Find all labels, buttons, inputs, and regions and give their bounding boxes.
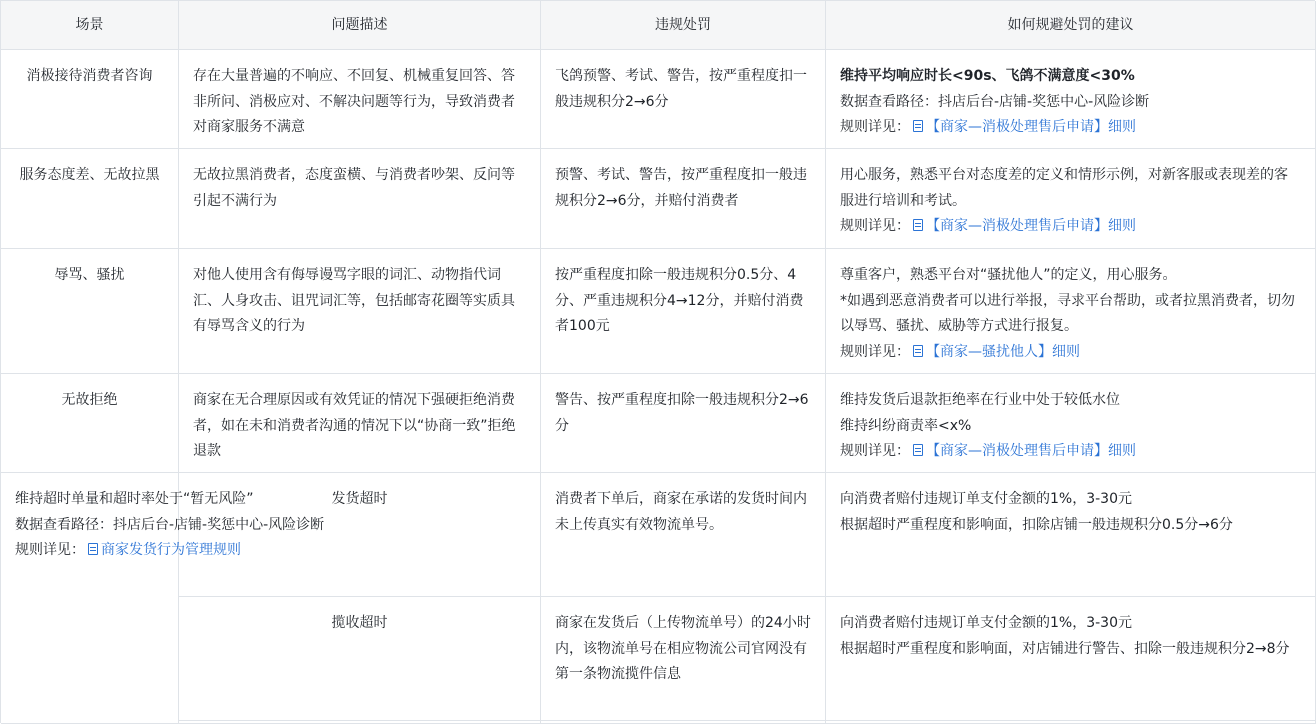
penalty-cell-poor-attitude: 预警、考试、警告，按严重程度扣一般违规积分2→6分，并赔付消费者: [541, 149, 826, 249]
advice-rule-detail: [840, 115, 1301, 141]
description-cell-poor-attitude: 无故拉黑消费者，态度蛮横、与消费者吵架、反问等引起不满行为: [179, 149, 541, 249]
rule-detail-prefix: 规则详见：: [840, 343, 910, 360]
penalty-cell-unreasonable-refusal: 警告、按严重程度扣除一般违规积分2→6分: [541, 374, 826, 473]
rule-detail-prefix: 规则详见：: [840, 443, 910, 459]
document-icon: [913, 345, 923, 357]
document-icon: [88, 543, 98, 555]
rule-link-shipping-management[interactable]: 商家发货行为管理规则: [101, 542, 241, 558]
penalty-points-line: 根据超时严重程度和影响面，对店铺进行警告、扣除一般违规积分2→8分: [840, 640, 1290, 657]
advice-data-path: 数据查看路径：抖店后台-店铺-奖惩中心-风险诊断: [840, 93, 1150, 110]
header-description: 问题描述: [179, 1, 541, 50]
penalty-cell-delivery-timeout: [826, 473, 1316, 597]
penalty-points-line: 根据超时严重程度和影响面，扣除店铺一般违规积分0.5分→6分: [840, 516, 1233, 533]
scene-cell-delivery-timeout: 发货超时: [179, 473, 541, 597]
scene-cell-pickup-timeout: 揽收超时: [179, 597, 541, 721]
description-cell-negative-reception: 存在大量普遍的不响应、不回复、机械重复回答、答非所问、消极应对、不解决问题等行为，导致消费者对商家服务不满意: [179, 50, 541, 149]
advice-cell-delivery-pickup-timeout: [1, 473, 325, 724]
description-cell-abuse-harassment: 对他人使用含有侮辱谩骂字眼的词汇、动物指代词汇、人身攻击、诅咒词汇等，包括邮寄花圈等实质具有辱骂含义的行为: [179, 249, 541, 374]
advice-strong-line: 维持平均响应时长<90s、飞鸽不满意度<30%: [840, 68, 1135, 84]
penalty-cell-negative-reception: 飞鸽预警、考试、警告，按严重程度扣一般违规积分2→6分: [541, 50, 826, 149]
penalty-compensation-line: 向消费者赔付违规订单支付金额的1%，3-30元: [840, 615, 1132, 631]
description-cell-delivery-timeout: 消费者下单后，商家在承诺的发货时间内未上传真实有效物流单号。: [541, 473, 826, 597]
rule-link-negative-after-sales[interactable]: 【商家—消极处理售后申请】细则: [926, 443, 1136, 459]
rule-link-harassment[interactable]: 【商家—骚扰他人】细则: [926, 343, 1080, 360]
advice-report-line: *如遇到恶意消费者可以进行举报，寻求平台帮助，或者拉黑消费者，切勿以辱骂、骚扰、威胁等方式进行报复。: [840, 292, 1295, 334]
advice-cell-unreasonable-refusal: [826, 374, 1316, 473]
document-icon: [913, 120, 923, 132]
advice-rule-detail: [15, 538, 241, 564]
advice-timeout-line: 维持超时单量和超时率处于“暂无风险”: [15, 491, 254, 507]
rule-link-negative-after-sales[interactable]: 【商家—消极处理售后申请】细则: [926, 218, 1136, 234]
scene-cell-unreasonable-refusal: 无故拒绝: [1, 374, 179, 473]
description-cell-unreasonable-refusal: 商家在无合理原因或有效凭证的情况下强硬拒绝消费者，如在未和消费者沟通的情况下以“协商一致”拒绝退款: [179, 374, 541, 473]
header-penalty: 违规处罚: [541, 1, 826, 50]
header-scene: 场景: [1, 1, 179, 50]
document-icon: [913, 219, 923, 231]
penalty-compensation-line: 向消费者赔付违规订单支付金额的1%，3-30元: [840, 491, 1132, 507]
penalty-cell-pickup-timeout: [826, 597, 1316, 721]
advice-data-path: 数据查看路径：抖店后台-店铺-奖惩中心-风险诊断: [15, 516, 325, 533]
advice-rule-detail: [840, 340, 1301, 366]
advice-rule-detail: [840, 439, 1301, 465]
rule-detail-prefix: 规则详见：: [15, 542, 85, 558]
rule-link-negative-after-sales[interactable]: 【商家—消极处理售后申请】细则: [926, 119, 1136, 135]
advice-rule-detail: [840, 214, 1301, 240]
advice-respect-line: 尊重客户，熟悉平台对“骚扰他人”的定义，用心服务。: [840, 267, 1177, 283]
document-icon: [913, 444, 923, 456]
advice-cell-negative-reception: [826, 50, 1316, 149]
advice-dispute-line: 维持纠纷商责率<x%: [840, 417, 972, 434]
description-cell-pickup-timeout: 商家在发货后（上传物流单号）的24小时内，该物流单号在相应物流公司官网没有第一条物流揽件信息: [541, 597, 826, 721]
penalty-cell-abuse-harassment: 按严重程度扣除一般违规积分0.5分、4分、严重违规积分4→12分，并赔付消费者100元: [541, 249, 826, 374]
header-advice: 如何规避处罚的建议: [826, 1, 1316, 50]
advice-cell-abuse-harassment: [826, 249, 1316, 374]
scene-cell-negative-reception: 消极接待消费者咨询: [1, 50, 179, 149]
scene-cell-abuse-harassment: 辱骂、骚扰: [1, 249, 179, 374]
advice-cell-poor-attitude: [826, 149, 1316, 249]
rule-detail-prefix: 规则详见：: [840, 119, 910, 135]
advice-service-line: 用心服务，熟悉平台对态度差的定义和情形示例，对新客服或表现差的客服进行培训和考试。: [840, 167, 1288, 209]
rule-detail-prefix: 规则详见：: [840, 218, 910, 234]
scene-cell-poor-attitude: 服务态度差、无故拉黑: [1, 149, 179, 249]
advice-refund-line: 维持发货后退款拒绝率在行业中处于较低水位: [840, 392, 1120, 408]
